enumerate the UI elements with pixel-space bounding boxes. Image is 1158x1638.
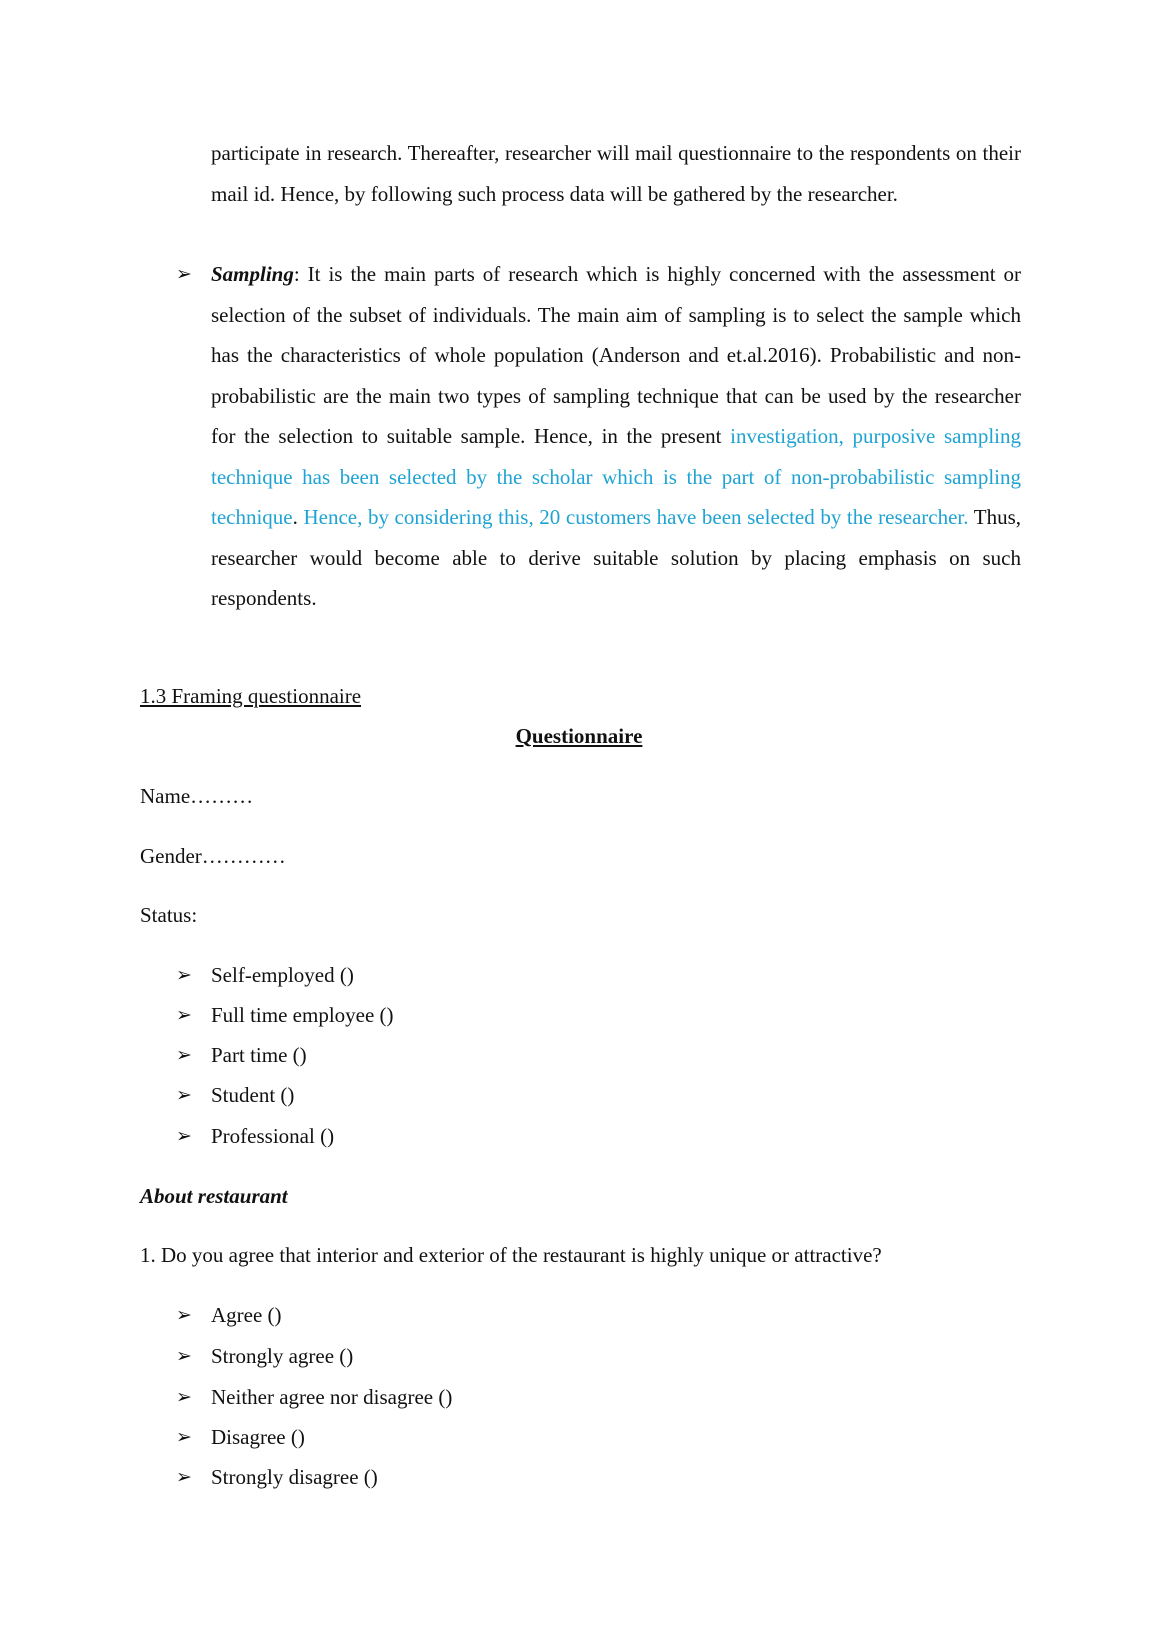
sampling-paragraph — [211, 254, 1021, 619]
bullet-arrow-icon: ➢ — [176, 964, 192, 986]
q1-option — [0, 1300, 700, 1330]
bullet-arrow-icon: ➢ — [176, 1084, 192, 1106]
bullet-arrow-icon: ➢ — [176, 1004, 192, 1026]
name-field-label: Name……… — [140, 784, 254, 808]
q1-option — [0, 1341, 700, 1371]
bullet-arrow-icon: ➢ — [176, 1345, 192, 1367]
status-option-label: Self-employed () — [211, 963, 354, 987]
status-option-label: Part time () — [211, 1043, 307, 1067]
intro-paragraph: participate in research. Thereafter, researcher will mail questionnaire to the respondents on their mail id. Hence, by following such process data will be gathered by the researcher. — [211, 141, 1021, 206]
bullet-arrow-icon: ➢ — [176, 1426, 192, 1448]
q1-option — [0, 1382, 700, 1412]
bullet-arrow-icon: ➢ — [176, 1304, 192, 1326]
gender-field-label: Gender………… — [140, 844, 286, 868]
sampling-highlight-2: Hence, by considering this, 20 customers have been selected by the researcher. — [303, 505, 969, 529]
bullet-arrow-icon: ➢ — [176, 263, 192, 285]
section-heading: 1.3 Framing questionnaire — [140, 684, 362, 708]
q1-option-label: Disagree () — [211, 1425, 305, 1449]
q1-option — [0, 1422, 700, 1452]
q1-option-label: Strongly agree () — [211, 1344, 354, 1368]
questionnaire-title: Questionnaire — [515, 724, 643, 748]
question-1: 1. Do you agree that interior and exterior of the restaurant is highly unique or attractive? — [140, 1243, 882, 1267]
sampling-text-3: Thus, researcher would become able to derive suitable solution by placing emphasis on such respondents. — [211, 505, 1021, 610]
status-option — [0, 1000, 700, 1030]
status-option — [0, 1121, 700, 1151]
sampling-text-2: . — [292, 505, 304, 529]
q1-option-label: Strongly disagree () — [211, 1465, 378, 1489]
status-field-label: Status: — [140, 903, 198, 927]
status-option — [0, 1080, 700, 1110]
status-option — [0, 1040, 700, 1070]
bullet-arrow-icon: ➢ — [176, 1125, 192, 1147]
sampling-term: Sampling — [211, 262, 294, 286]
status-option — [0, 960, 700, 990]
sampling-text-1: It is the main parts of research which is highly concerned with the assessment or selection of the subset of individuals. The main aim of sampling is to select the sample which has the characteristics of whole population (Anderson and et.al.2016). Probabilistic and non-probabilistic are the main two types of sampling technique that can be used by the researcher for the selection to suitable sample. Hence, in the present — [211, 262, 1021, 448]
sampling-colon: : — [293, 262, 300, 286]
status-option-label: Full time employee () — [211, 1003, 394, 1027]
sampling-highlight-1: investigation, purposive sampling technique has been selected by the scholar which is the part of non-probabilistic sampling technique — [211, 424, 1021, 529]
bullet-arrow-icon: ➢ — [176, 1466, 192, 1488]
status-option-label: Student () — [211, 1083, 295, 1107]
q1-option-label: Neither agree nor disagree () — [211, 1385, 453, 1409]
status-option-label: Professional () — [211, 1124, 335, 1148]
bullet-arrow-icon: ➢ — [176, 1386, 192, 1408]
q1-option-label: Agree () — [211, 1303, 282, 1327]
about-restaurant-heading: About restaurant — [140, 1184, 288, 1208]
q1-option — [0, 1462, 700, 1492]
bullet-arrow-icon: ➢ — [176, 1044, 192, 1066]
